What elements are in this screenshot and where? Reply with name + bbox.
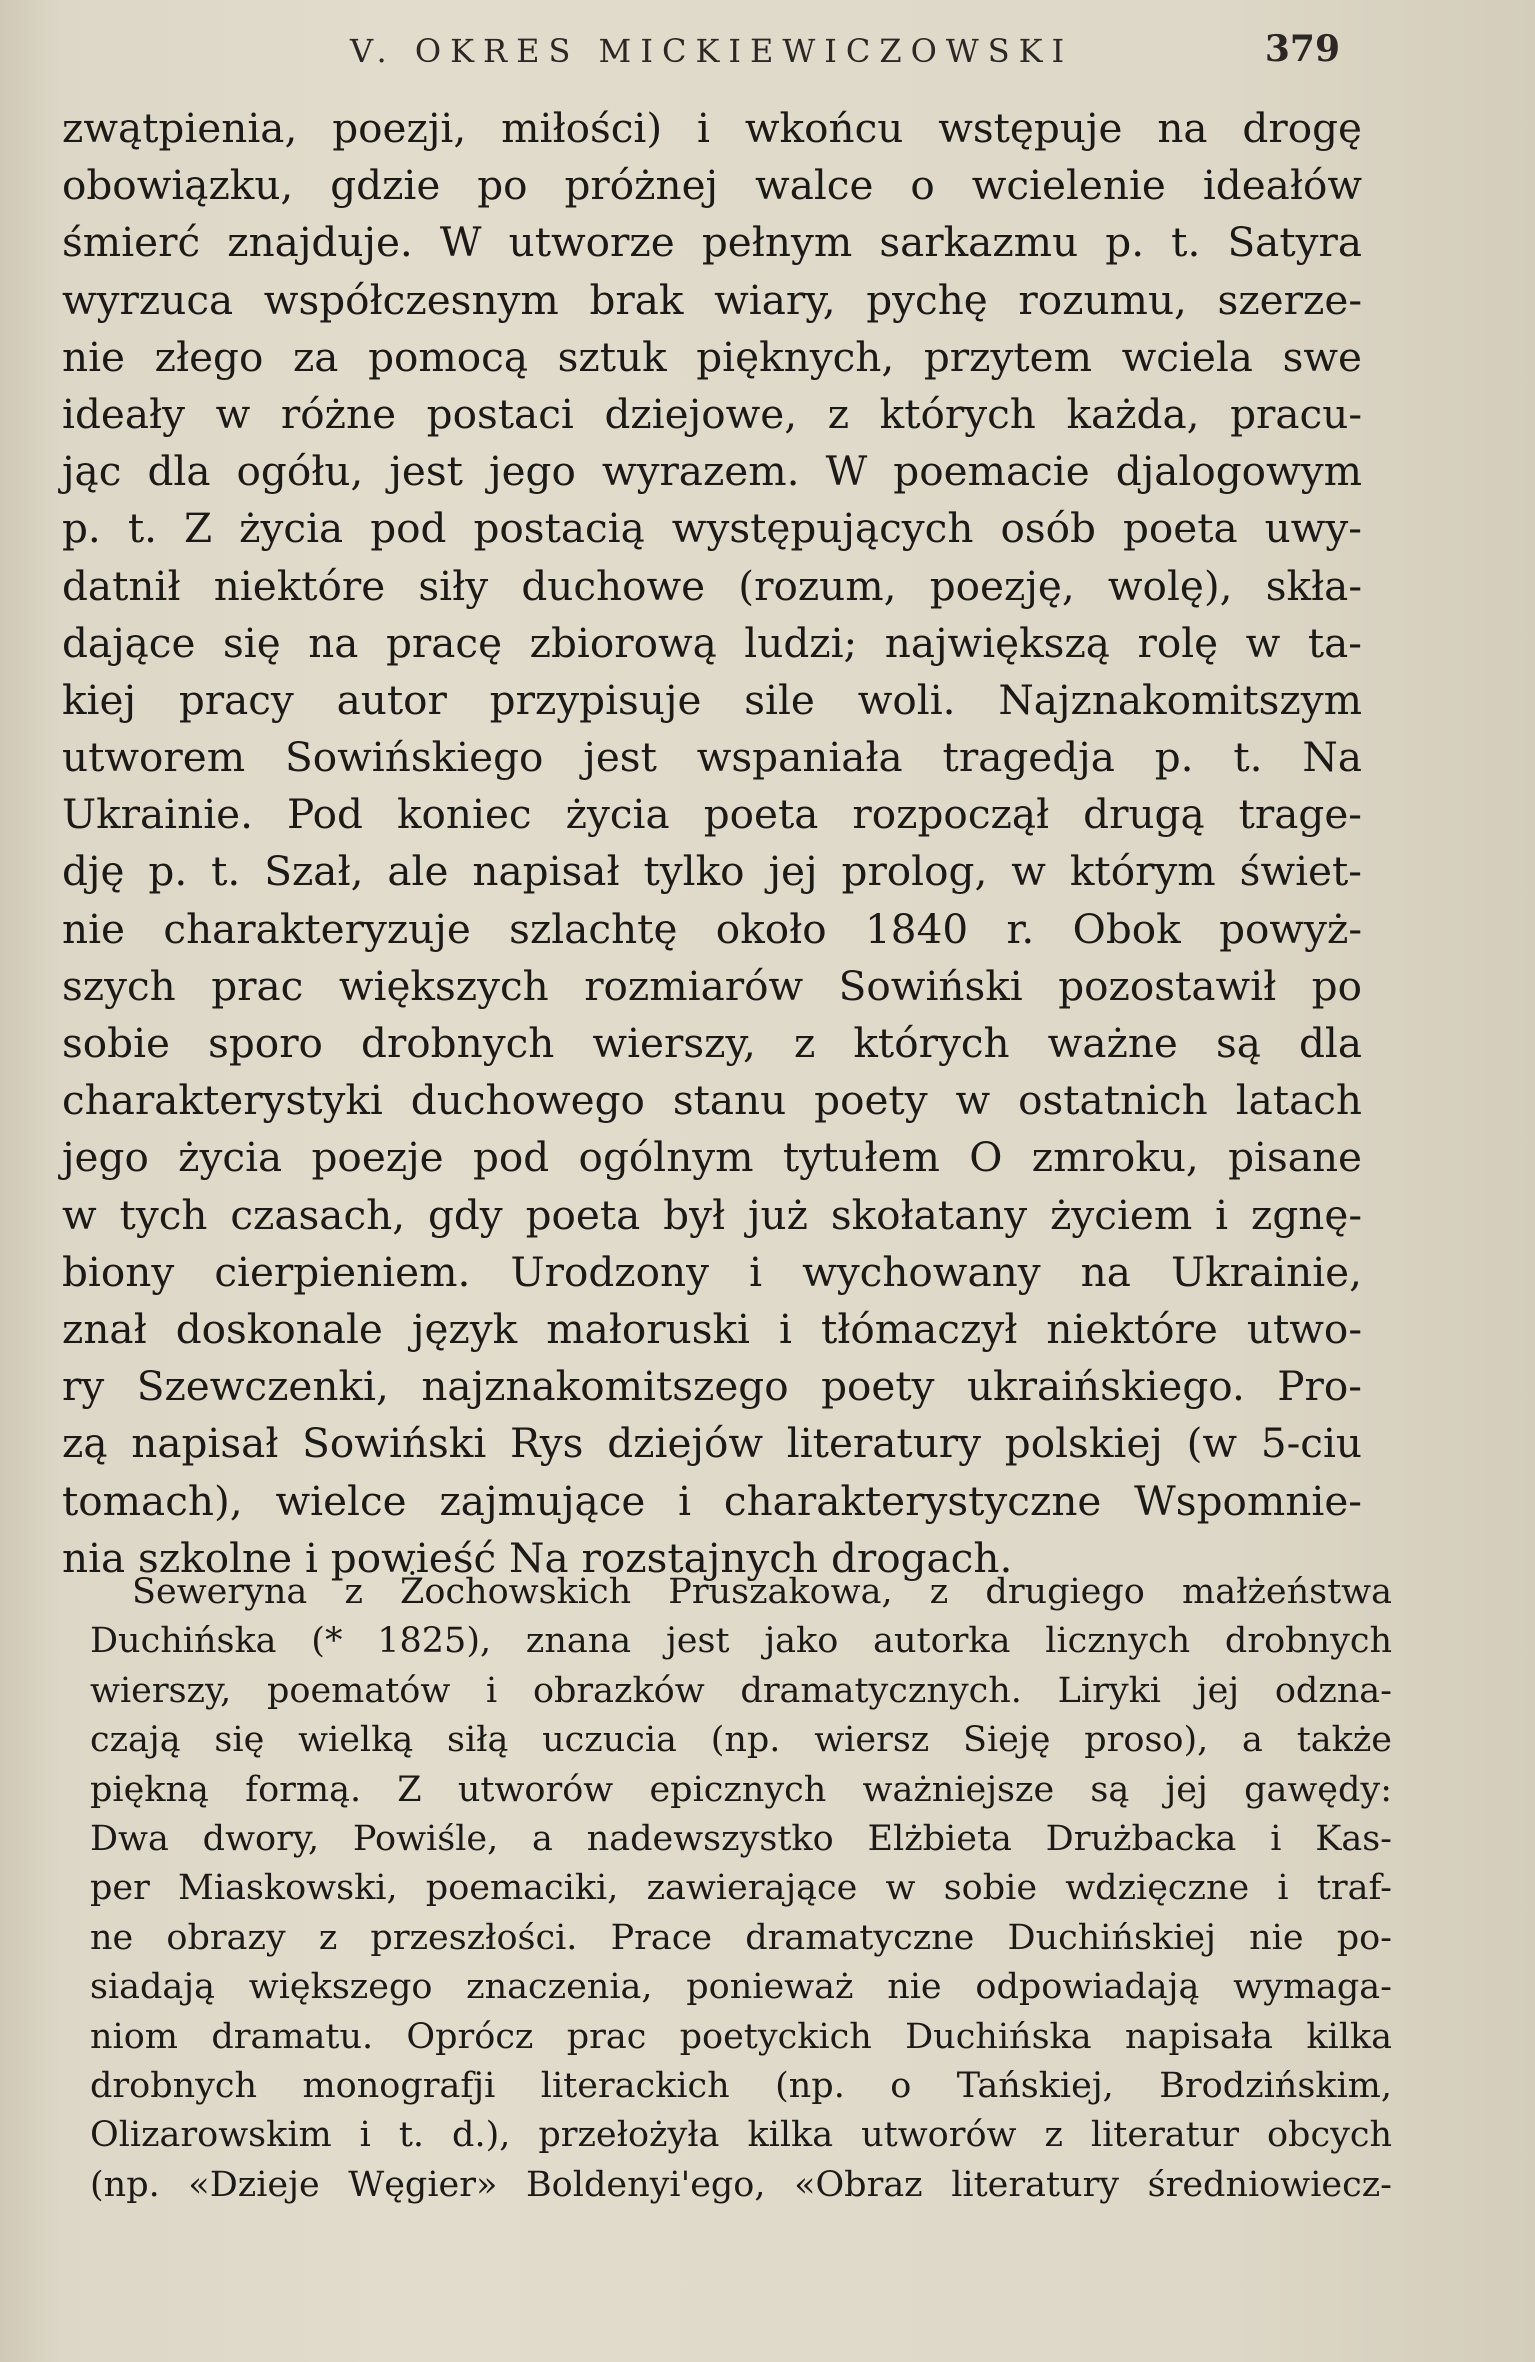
text-line: piękną formą. Z utworów epicznych ważniejsze są jej gawędy: — [90, 1769, 1392, 1810]
page-number: 379 — [1264, 28, 1340, 70]
text-line: dające się na pracę zbiorową ludzi; największą rolę w ta- — [62, 618, 1362, 667]
paragraph-sowinski — [62, 100, 1362, 1587]
text-line: obowiązku, gdzie po próżnej walce o wcielenie ideałów — [62, 161, 1362, 210]
text-line: ne obrazy z przeszłości. Prace dramatyczne Duchińskiej nie po- — [90, 1917, 1392, 1958]
text-line: dję p. t. Szał, ale napisał tylko jej prolog, w którym świet- — [62, 847, 1362, 896]
text-line: Seweryna z Żochowskich Pruszakowa, z drugiego małżeństwa — [132, 1572, 1392, 1612]
text-line: (np. «Dzieje Węgier» Boldenyi'ego, «Obraz literatury średniowiecz- — [90, 2164, 1392, 2205]
text-line: wierszy, poematów i obrazków dramatycznych. Liryki jej odzna- — [90, 1670, 1392, 1711]
text-line: ideały w różne postaci dziejowe, z których każda, pracu- — [62, 389, 1362, 438]
text-line: nia szkolne i powieść Na rozstajnych drogach. — [62, 1533, 1013, 1582]
text-line: jąc dla ogółu, jest jego wyrazem. W poemacie djalogowym — [62, 447, 1362, 496]
text-line: biony cierpieniem. Urodzony i wychowany na Ukrainie, — [62, 1247, 1362, 1296]
text-line: kiej pracy autor przypisuje sile woli. Najznakomitszym — [62, 675, 1362, 724]
text-line: charakterystyki duchowego stanu poety w ostatnich latach — [62, 1076, 1362, 1125]
text-line: drobnych monografji literackich (np. o Tańskiej, Brodzińskim, — [90, 2065, 1392, 2106]
text-line: Duchińska (* 1825), znana jest jako autorka licznych drobnych — [90, 1621, 1392, 1662]
text-line: utworem Sowińskiego jest wspaniała tragedja p. t. Na — [62, 733, 1362, 782]
text-line: zą napisał Sowiński Rys dziejów literatury polskiej (w 5-ciu — [62, 1419, 1362, 1468]
text-line: siadają większego znaczenia, ponieważ nie odpowiadają wymaga- — [90, 1967, 1392, 2008]
text-line: niom dramatu. Oprócz prac poetyckich Duchińska napisała kilka — [90, 2016, 1392, 2057]
text-line: Dwa dwory, Powiśle, a nadewszystko Elżbieta Drużbacka i Kas- — [90, 1818, 1392, 1859]
text-line: datnił niektóre siły duchowe (rozum, poezję, wolę), skła- — [62, 561, 1362, 610]
text-line: per Miaskowski, poemaciki, zawierające w sobie wdzięczne i traf- — [90, 1868, 1392, 1909]
text-line: zwątpienia, poezji, miłości) i wkońcu wstępuje na drogę — [62, 104, 1362, 152]
chapter-title: V. OKRES MICKIEWICZOWSKI — [350, 32, 1074, 70]
text-line: tomach), wielce zajmujące i charakterystyczne Wspomnie- — [62, 1476, 1362, 1525]
running-header — [70, 28, 1340, 76]
text-line: jego życia poezje pod ogólnym tytułem O zmroku, pisane — [62, 1133, 1362, 1182]
text-line: nie charakteryzuje szlachtę około 1840 r. Obok powyż- — [62, 904, 1362, 953]
text-line: szych prac większych rozmiarów Sowiński pozostawił po — [62, 961, 1362, 1010]
text-line: ry Szewczenki, najznakomitszego poety ukraińskiego. Pro- — [62, 1362, 1362, 1411]
paragraph-duchinska — [90, 1568, 1392, 2210]
text-line: Ukrainie. Pod koniec życia poeta rozpoczął drugą trage- — [62, 790, 1362, 839]
text-line: nie złego za pomocą sztuk pięknych, przytem wciela swe — [62, 332, 1362, 381]
text-line: w tych czasach, gdy poeta był już skołatany życiem i zgnę- — [62, 1190, 1362, 1239]
text-line: p. t. Z życia pod postacią występujących osób poeta uwy- — [62, 504, 1362, 553]
text-line: wyrzuca współczesnym brak wiary, pychę rozumu, szerze- — [62, 275, 1362, 324]
text-line: Olizarowskim i t. d.), przełożyła kilka utworów z literatur obcych — [90, 2115, 1392, 2156]
text-line: znał doskonale język małoruski i tłómaczył niektóre utwo- — [62, 1304, 1362, 1353]
text-line: śmierć znajduje. W utworze pełnym sarkazmu p. t. Satyra — [62, 218, 1362, 267]
text-line: sobie sporo drobnych wierszy, z których ważne są dla — [62, 1019, 1362, 1067]
text-line: czają się wielką siłą uczucia (np. wiersz Sieję proso), a także — [90, 1720, 1392, 1761]
